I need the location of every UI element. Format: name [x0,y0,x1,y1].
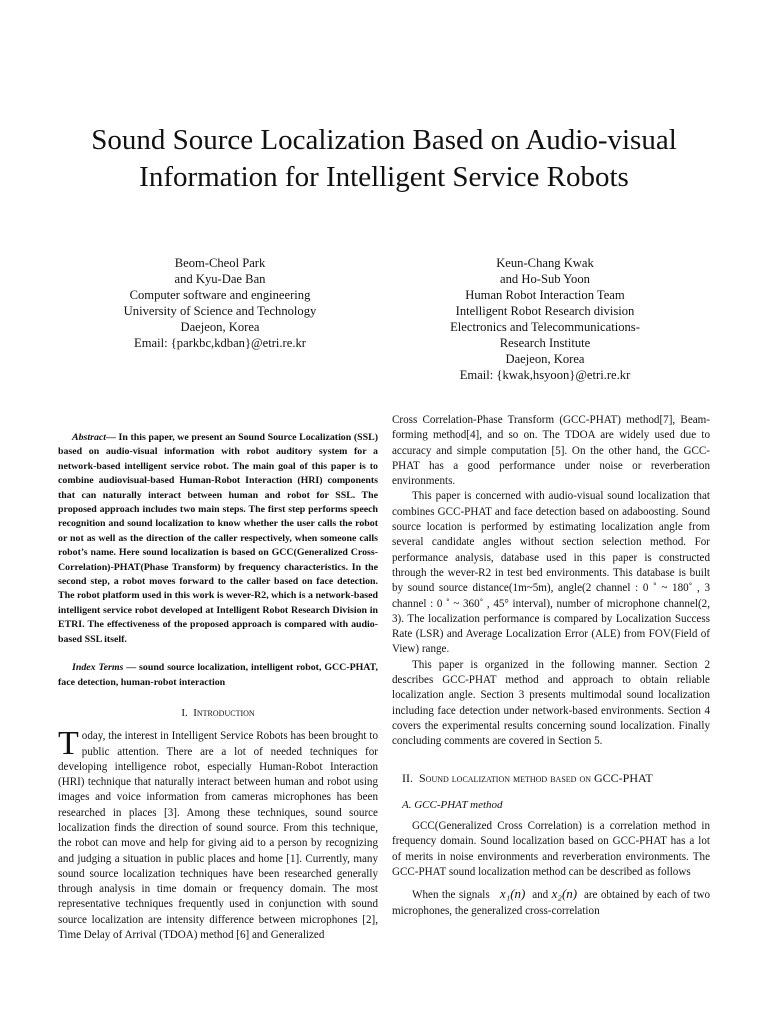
intro-text: oday, the interest in Intelligent Service Robots has been brought to public attention. There are a lot of needed techniques for developing intelligence robot, especially Human-Robot Interaction (HRI) technique that naturally interact between human and robot using images and voice information from cameras microphones has been researched in places [3]. Among these techniques, sound source localization finds the direction of sound source. From this technique, the robot can move and help for giving aid to a person by recognizing and judging a situation in public places and home [1]. Currently, many sound source localization techniques have been researched generally through analysis in time domain or frequency domain. The most representative techniques frequently used in conjunction with sound source localization are intensity difference between microphones [2], Time Delay of Arrival (TDOA) method [6] and Generalized [58,730,378,942]
author-line: and Kyu-Dae Ban [174,272,266,286]
text-run: and [532,889,549,902]
author-block-right [420,255,670,383]
abstract [58,431,378,647]
section-number: I. [181,706,188,719]
body-paragraph: This paper is concerned with audio-visual sound localization that combines GCC-PHAT and face detection based on adaboosting. Sound source location is performed by estimating localization angle from several candidate angles without section selection method. For performance analysis, database used in this paper is constructed through the wever-R2 in test bed environments. This database is built by sound source distance(1m~5m), angle(2 channel : 0 ˚ ~ 180˚ , 3 channel : 0 ˚ ~ 360˚ , 45° interval), number of microphone channel(2, 3). The localization performance is compared by Localization Success Rate (LSR) and Average Localization Error (ALE) from FOV(Field of View) range. [392,490,710,656]
author-affiliation: Research Institute [499,336,591,350]
text-run: When the signals [412,889,490,902]
section-title-tail: GCC-PHAT [594,770,653,785]
author-affiliation: Computer software and engineering [129,288,311,302]
subsection-heading: A. GCC-PHAT method [402,798,503,811]
abstract-label: Abstract [72,432,107,443]
author-location: Daejeon, Korea [505,352,585,366]
body-paragraph [392,886,710,919]
left-column [58,431,378,943]
right-column [392,413,710,919]
author-line: Beom-Cheol Park [174,256,266,270]
author-line: and Ho-Sub Yoon [500,272,590,286]
author-block-left [80,255,360,351]
section-number: II. [402,770,413,785]
author-affiliation: University of Science and Technology [123,304,317,318]
body-paragraph: Cross Correlation-Phase Transform (GCC-PHAT) method[7], Beam-forming method[4], and so on. The TDOA are widely used due to accuracy and simple computation [5]. On the other hand, the GCC-PHAT has a good performance under noise or reverberation environments. [392,414,710,488]
author-affiliation: Intelligent Robot Research division [455,304,635,318]
abstract-text: — In this paper, we present an Sound Source Localization (SSL) based on audio-visual information with robot auditory system for a network-based intelligent service robot. The main goal of this paper is to combine audiovisual-based Human-Robot Interaction (HRI) components that can naturally interact between human and robot for SSL. The proposed approach includes two main steps. The first step performs speech recognition and sound localization to know whether the user calls the robot or not as well as the direction of the caller respectively, when someone calls robot’s name. Here sound localization is based on GCC(Generalized Cross-Correlation)-PHAT(Phase Transform) by frequency characteristics. In the second step, a robot moves forward to the caller based on face detection. The robot platform used in this work is wever-R2, which is a network-based intelligent service robot developed at Intelligent Robot Research Division in ETRI. The effectiveness of the proposed approach is compared with audio-based SSL itself. [58,432,378,645]
author-affiliation: Electronics and Telecommunications- [450,320,640,334]
author-email: Email: {kwak,hsyoon}@etri.re.kr [459,368,631,382]
author-location: Daejeon, Korea [180,320,260,334]
index-terms-text: — sound source localization, intelligent robot, GCC-PHAT, face detection, human-robot interaction [58,662,378,688]
section-heading-introduction [58,706,378,721]
index-terms-label: Index Terms [72,662,124,674]
math-x2: x₂(n) [551,886,578,902]
author-line: Keun-Chang Kwak [496,256,594,270]
section-heading-sound-localization [402,771,710,786]
section-title: Sound localization method based on [419,770,591,785]
author-email: Email: {parkbc,kdban}@etri.re.kr [134,336,306,350]
text-run: are obtained by each of two microphones, the generalized cross-correlation [392,889,711,917]
section-title: Introduction [193,706,255,719]
body-paragraph: GCC(Generalized Cross Correlation) is a correlation method in frequency domain. Sound localization based on GCC-PHAT has a lot of merits in noise environments and reverberation environments. The GCC-PHAT sound localization method can be described as follows [392,820,710,879]
index-terms [58,661,378,690]
author-affiliation: Human Robot Interaction Team [465,288,625,302]
body-paragraph: This paper is organized in the following manner. Section 2 describes GCC-PHAT method and approach to obtain reliable localization angle. Section 3 presents multimodal sound localization including face detection under network-based environments. Section 4 covers the experimental results concerning sound localization. Finally concluding comments are covered in Section 5. [392,658,710,748]
intro-paragraph [58,725,378,943]
drop-cap: T [58,725,79,763]
math-x1: x₁(n) [499,886,526,902]
paper-title: Sound Source Localization Based on Audio-visual Information for Intelligent Service Robots [91,124,677,193]
